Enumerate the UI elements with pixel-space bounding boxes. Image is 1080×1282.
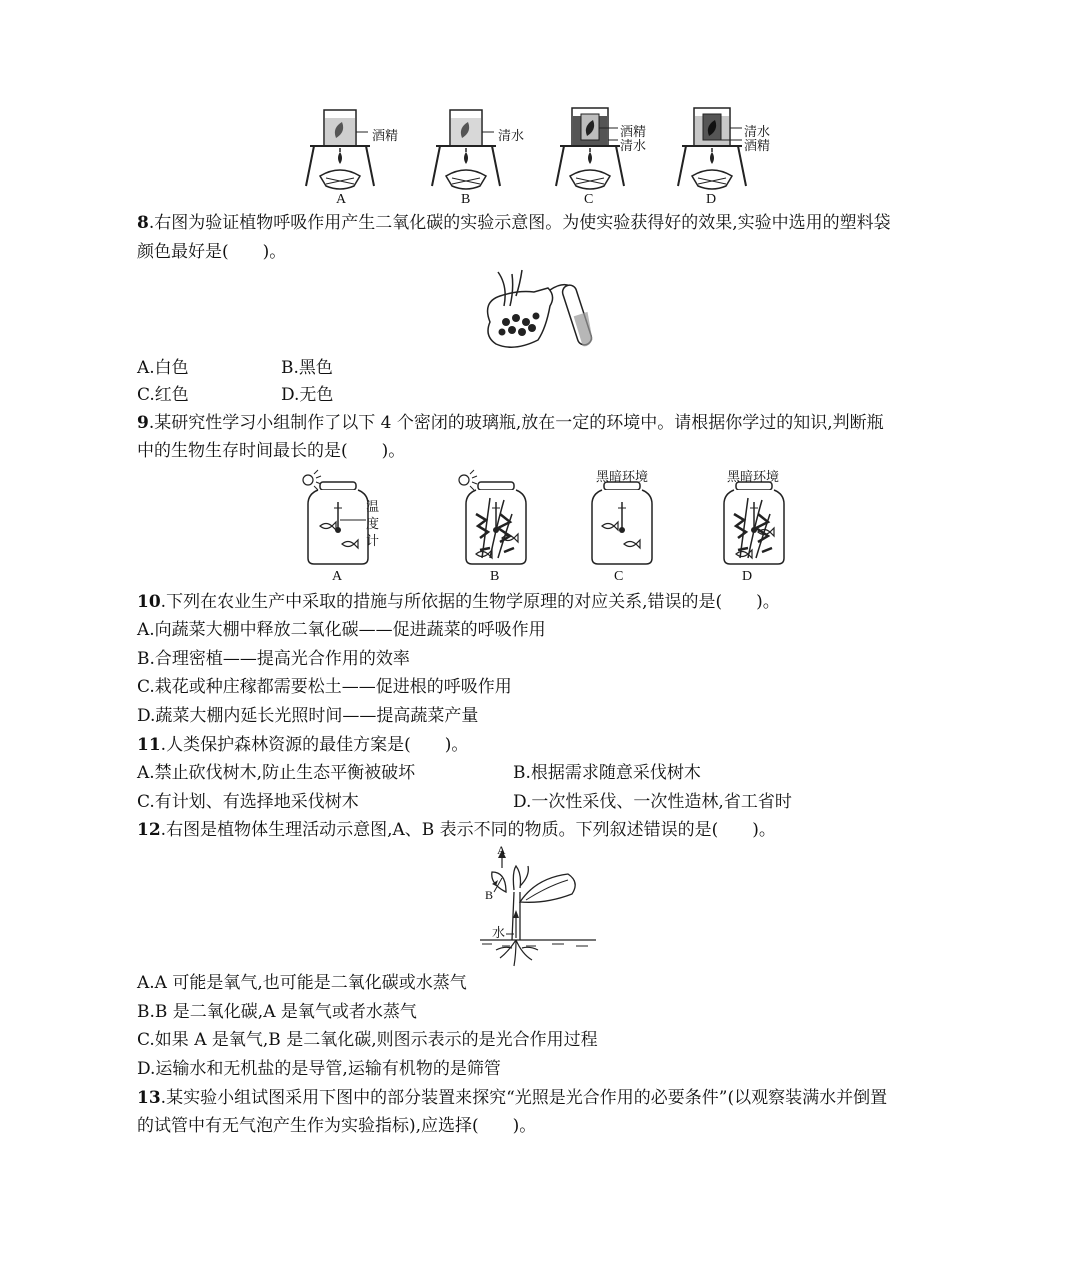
q8-option-d: D.无色 xyxy=(281,385,334,405)
q8-option-b: B.黑色 xyxy=(281,358,333,378)
question-number: 10 xyxy=(137,592,161,612)
q12-option-b: B.B 是二氧化碳,A 是氧气或者水蒸气 xyxy=(137,1002,417,1022)
jar-a xyxy=(308,482,368,564)
q7-water-label-c: 清水 xyxy=(620,138,647,153)
q8-stem-line1: 8.右图为验证植物呼吸作用产生二氧化碳的实验示意图。为使实验获得好的效果,实验中选用的塑料袋 xyxy=(137,213,891,233)
q9-label-c: C xyxy=(614,569,624,584)
dark-label-d: 黑暗环境 xyxy=(727,469,780,484)
q13-stem-line2: 的试管中有无气泡产生作为实验指标),应选择( )。 xyxy=(137,1116,537,1136)
q12-plant-figure xyxy=(476,842,602,968)
q9-label-a: A xyxy=(332,569,343,584)
question-number: 9 xyxy=(137,413,149,433)
question-number: 11 xyxy=(137,735,161,755)
q12-label-a: A xyxy=(497,843,506,857)
q9-stem-line2: 中的生物生存时间最长的是( )。 xyxy=(137,441,406,461)
q8-option-a: A.白色 xyxy=(137,358,189,378)
q11-option-c: C.有计划、有选择地采伐树木 xyxy=(137,792,359,812)
q12-label-water: 水 xyxy=(492,925,506,940)
q7-alcohol-label-c: 酒精 xyxy=(620,124,647,139)
q7-alcohol-label-a: 酒精 xyxy=(372,128,399,143)
sun-icon xyxy=(459,470,477,490)
q11-option-b: B.根据需求随意采伐树木 xyxy=(513,763,701,783)
question-number: 8 xyxy=(137,213,149,233)
q10-option-d: D.蔬菜大棚内延长光照时间——提高蔬菜产量 xyxy=(137,706,479,726)
question-number: 13 xyxy=(137,1088,161,1108)
beaker-c xyxy=(556,108,624,189)
q7-label-d: D xyxy=(706,192,717,207)
sun-icon xyxy=(303,470,321,490)
q7-label-a: A xyxy=(336,192,347,207)
q7-water-label-b: 清水 xyxy=(498,128,525,143)
beaker-b xyxy=(432,110,500,189)
q7-water-label-d: 清水 xyxy=(744,124,771,139)
q7-label-c: C xyxy=(584,192,594,207)
q8-bag-figure xyxy=(478,266,600,354)
q11-option-a: A.禁止砍伐树木,防止生态平衡被破坏 xyxy=(137,763,416,783)
q7-label-b: B xyxy=(461,192,471,207)
jar-b xyxy=(466,482,526,564)
q12-label-b: B xyxy=(485,888,494,902)
q13-stem-line1: 13.某实验小组试图采用下图中的部分装置来探究“光照是光合作用的必要条件”(以观察装满水并倒置 xyxy=(137,1088,888,1108)
q10-option-a: A.向蔬菜大棚中释放二氧化碳——促进蔬菜的呼吸作用 xyxy=(137,620,546,640)
jar-d xyxy=(724,482,784,564)
q12-option-d: D.运输水和无机盐的是导管,运输有机物的是筛管 xyxy=(137,1059,501,1079)
dark-label-c: 黑暗环境 xyxy=(596,469,649,484)
q11-option-d: D.一次性采伐、一次性造林,省工省时 xyxy=(513,792,792,812)
thermometer-label: 温度计 xyxy=(366,499,380,548)
question-number: 12 xyxy=(137,820,161,840)
q8-option-c: C.红色 xyxy=(137,385,189,405)
q10-option-b: B.合理密植——提高光合作用的效率 xyxy=(137,649,410,669)
q11-stem: 11.人类保护森林资源的最佳方案是( )。 xyxy=(137,735,469,755)
q10-option-c: C.栽花或种庄稼都需要松土——促进根的呼吸作用 xyxy=(137,677,512,697)
jar-c xyxy=(592,482,652,564)
beaker-a xyxy=(306,110,374,189)
q12-stem: 12.右图是植物体生理活动示意图,A、B 表示不同的物质。下列叙述错误的是( )。 xyxy=(137,820,776,840)
q7-alcohol-label-d: 酒精 xyxy=(744,138,771,153)
q9-label-b: B xyxy=(490,569,500,584)
q12-option-c: C.如果 A 是氧气,B 是二氧化碳,则图示表示的是光合作用过程 xyxy=(137,1030,598,1050)
beaker-d xyxy=(678,108,746,189)
q12-option-a: A.A 可能是氧气,也可能是二氧化碳或水蒸气 xyxy=(137,973,467,993)
q9-label-d: D xyxy=(742,569,753,584)
q10-stem: 10.下列在农业生产中采取的措施与所依据的生物学原理的对应关系,错误的是( )。 xyxy=(137,592,780,612)
q8-stem-line2: 颜色最好是( )。 xyxy=(137,242,287,262)
q9-stem-line1: 9.某研究性学习小组制作了以下 4 个密闭的玻璃瓶,放在一定的环境中。请根据你学过的知识,判断瓶 xyxy=(137,413,884,433)
